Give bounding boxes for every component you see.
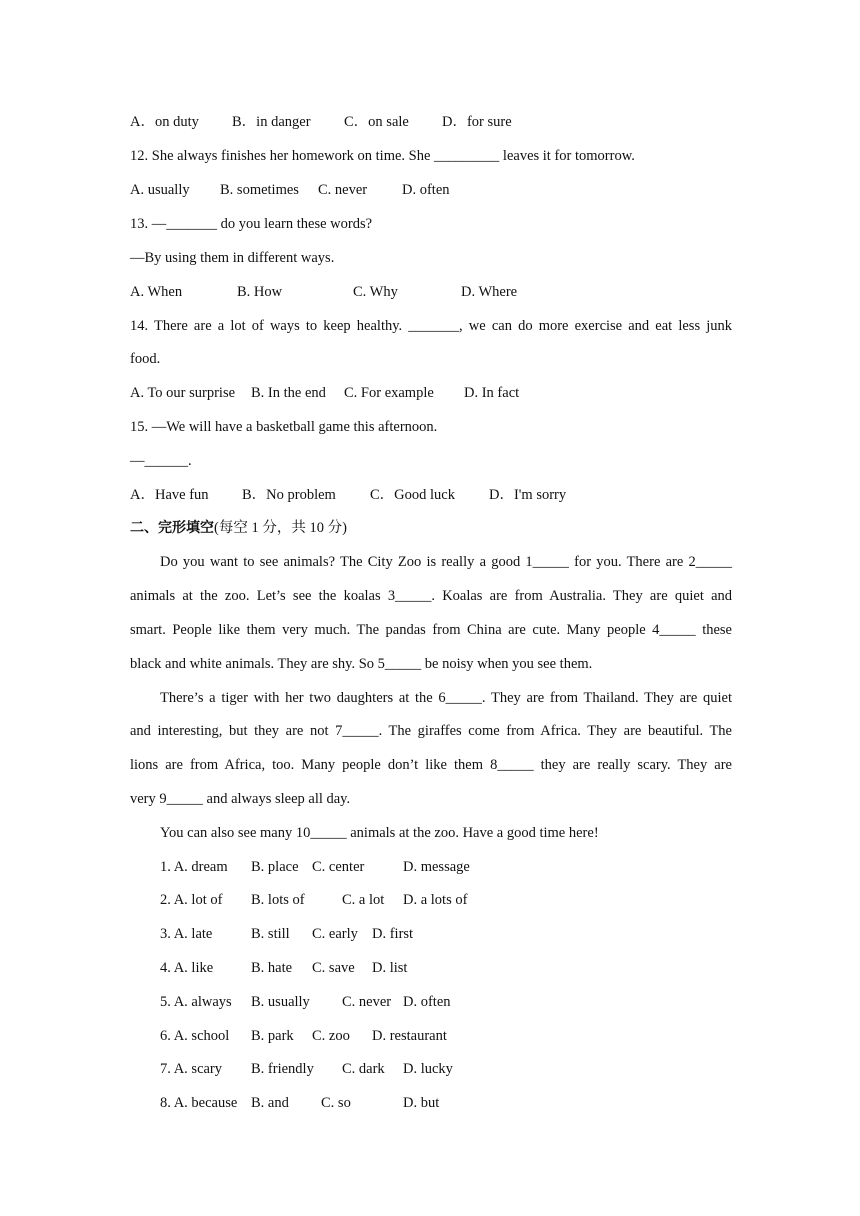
passage-line: Do you want to see animals? The City Zoo is really a good 1_____ for you. There are 2_____ (160, 554, 732, 570)
cloze-3-option-b: B. still (251, 926, 290, 942)
cloze-6-option-a: 6. A. school (160, 1028, 230, 1044)
q13-option-d: D. Where (461, 284, 518, 300)
cloze-7-option-d: D. lucky (403, 1061, 453, 1077)
cloze-option-row (160, 1026, 732, 1046)
q14-option-c: C. For example (344, 385, 434, 401)
cloze-option-row (160, 924, 732, 944)
q13-option-c: C. Why (353, 284, 398, 300)
cloze-2-option-b: B. lots of (251, 892, 305, 908)
q11-option-d: D．for sure (442, 114, 512, 130)
q15-options (130, 485, 732, 505)
passage-line: There’s a tiger with her two daughters at the 6_____. They are from Thailand. They are quiet (160, 690, 732, 706)
section2-score: (每空 1 分，共 10 分) (214, 520, 347, 536)
q11-options (130, 112, 732, 132)
passage-line: very 9_____ and always sleep all day. (130, 791, 351, 807)
cloze-1-option-c: C. center (312, 859, 365, 875)
q12-stem: 12. She always finishes her homework on time. She _________ leaves it for tomorrow. (130, 148, 635, 164)
cloze-option-row (160, 1059, 732, 1079)
cloze-5-option-d: D. often (403, 994, 451, 1010)
cloze-option-row (160, 890, 732, 910)
cloze-option-row (160, 992, 732, 1012)
cloze-7-option-c: C. dark (342, 1061, 385, 1077)
q15-reply: —______. (130, 453, 192, 469)
cloze-5-option-b: B. usually (251, 994, 310, 1010)
q11-option-a: A．on duty (130, 114, 199, 130)
cloze-3-option-d: D. first (372, 926, 414, 942)
section2-title: 二、完形填空 (130, 520, 214, 536)
q14-option-d: D. In fact (464, 385, 520, 401)
q14-stem-line1: 14. There are a lot of ways to keep healthy. _______, we can do more exercise and eat less junk (130, 318, 732, 334)
cloze-7-option-a: 7. A. scary (160, 1061, 223, 1077)
cloze-1-option-d: D. message (403, 859, 470, 875)
cloze-8-option-b: B. and (251, 1095, 289, 1111)
passage-line: You can also see many 10_____ animals at the zoo. Have a good time here! (160, 825, 599, 841)
cloze-4-option-a: 4. A. like (160, 960, 214, 976)
q14-option-a: A. To our surprise (130, 385, 236, 401)
cloze-1-option-b: B. place (251, 859, 299, 875)
q13-option-a: A. When (130, 284, 183, 300)
q13-stem: 13. —_______ do you learn these words? (130, 216, 373, 232)
cloze-option-row (160, 857, 732, 877)
cloze-1-option-a: 1. A. dream (160, 859, 228, 875)
cloze-8-option-a: 8. A. because (160, 1095, 238, 1111)
passage-line: lions are from Africa, too. Many people don’t like them 8_____ they are really scary. They are (130, 757, 732, 773)
q13-option-b: B. How (237, 284, 283, 300)
passage-line: and interesting, but they are not 7_____. The giraffes come from Africa. They are beautiful. The (130, 723, 732, 739)
cloze-4-option-b: B. hate (251, 960, 293, 976)
passage-line: animals at the zoo. Let’s see the koalas 3_____. Koalas are from Australia. They are quiet and (130, 588, 732, 604)
cloze-6-option-d: D. restaurant (372, 1028, 447, 1044)
q12-option-a: A. usually (130, 182, 190, 198)
q14-options (130, 383, 732, 403)
cloze-7-option-b: B. friendly (251, 1061, 314, 1077)
q12-option-c: C. never (318, 182, 368, 198)
q14-option-b: B. In the end (251, 385, 326, 401)
cloze-6-option-c: C. zoo (312, 1028, 350, 1044)
cloze-3-option-a: 3. A. late (160, 926, 213, 942)
cloze-5-option-c: C. never (342, 994, 392, 1010)
q14-stem-line2: food. (130, 351, 161, 367)
cloze-5-option-a: 5. A. always (160, 994, 232, 1010)
q12-option-d: D. often (402, 182, 450, 198)
cloze-6-option-b: B. park (251, 1028, 294, 1044)
cloze-3-option-c: C. early (312, 926, 358, 942)
q13-reply: —By using them in different ways. (130, 250, 335, 266)
q12-option-b: B. sometimes (220, 182, 299, 198)
cloze-4-option-c: C. save (312, 960, 355, 976)
cloze-2-option-c: C. a lot (342, 892, 385, 908)
cloze-2-option-d: D. a lots of (403, 892, 468, 908)
section2-heading (130, 518, 732, 538)
q15-option-b: B．No problem (242, 487, 336, 503)
q15-option-d: D．I'm sorry (489, 487, 567, 503)
q15-option-c: C．Good luck (370, 487, 455, 503)
passage-line: smart. People like them very much. The pandas from China are cute. Many people 4_____ these (130, 622, 732, 638)
passage-line: black and white animals. They are shy. So 5_____ be noisy when you see them. (130, 656, 593, 672)
cloze-option-row (160, 958, 732, 978)
cloze-4-option-d: D. list (372, 960, 408, 976)
q11-option-b: B．in danger (232, 114, 311, 130)
q13-options (130, 282, 732, 302)
q11-option-c: C．on sale (344, 114, 409, 130)
cloze-8-option-c: C. so (321, 1095, 351, 1111)
q12-options (130, 180, 732, 200)
cloze-option-row (160, 1093, 732, 1113)
q15-stem: 15. —We will have a basketball game this afternoon. (130, 419, 438, 435)
q15-option-a: A．Have fun (130, 487, 209, 503)
cloze-2-option-a: 2. A. lot of (160, 892, 223, 908)
cloze-8-option-d: D. but (403, 1095, 440, 1111)
